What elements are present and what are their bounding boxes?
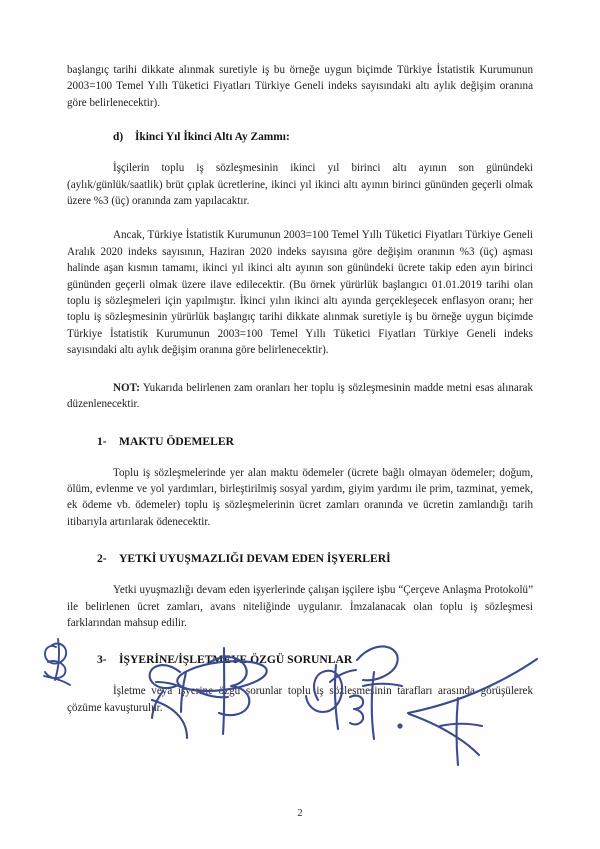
heading-item-3-label: İŞYERİNE/İŞLETMEYE ÖZGÜ SORUNLAR <box>119 653 353 667</box>
heading-item-3-marker: 3- <box>97 653 107 667</box>
paragraph-ancak: Ancak, Türkiye İstatistik Kurumunun 2003=100 Temel Yıllı Tüketici Fiyatları Türkiye Geneli Aralık 2020 indeks sayısının, Haziran 2020 indeks sayısına göre değişim oranının %3 (üç) aşması halinde aşan kısmın tamamı, ikinci yıl ikinci altı ayının son günündeki ücrete takip eden ayın birinci gününden geçerli olmak üzere ilave edilecektir. (Bu örnek yürürlük başlangıcı 01.01.2019 tarihi olan toplu iş sözleşmeleri için yapılmıştır. İkinci yılın ikinci altı ayında gerçekleşecek enflasyon oranı; her toplu iş sözleşmesinin yürürlük başlangıç tarihi dikkate alınmak suretiyle iş bu örneğe uygun biçimde Türkiye İstatistik Kurumunun 2003=100 Temel Yıllı Tüketici Fiyatları Türkiye Geneli indeks sayısındaki altı aylık değişim oranına göre belirlenecektir). <box>67 229 533 357</box>
heading-item-2 <box>67 551 533 567</box>
paragraph-note <box>67 380 533 413</box>
heading-item-2-marker: 2- <box>97 552 107 566</box>
paragraph-yetki-uyusmazligi: Yetki uyuşmazlığı devam eden işyerlerinde çalışan işçilere işbu “Çerçeve Anlaşma Protokolü” ile belirlenen ücret zamları, avans niteliğinde uygulanır. İmzalanacak olan toplu iş sözleşmesi farklarından mahsup edilir. <box>67 584 533 629</box>
note-label: NOT: <box>113 381 140 394</box>
heading-item-2-label: YETKİ UYUŞMAZLIĞI DEVAM EDEN İŞYERLERİ <box>119 552 391 566</box>
heading-subsection-d-label: İkinci Yıl İkinci Altı Ay Zammı: <box>135 131 290 144</box>
note-body: Yukarıda belirlenen zam oranları her toplu iş sözleşmesinin madde metni esas alınarak düzenlenecektir. <box>67 381 533 411</box>
paragraph-subsection-d-body: İşçilerin toplu iş sözleşmesinin ikinci yıl birinci altı ayının son günündeki (aylık/günlük/saatlik) brüt çıplak ücretlerine, ikinci yıl ikinci altı ayının birinci gününden geçerli olmak üzere %3 (üç) oranında zam yapılacaktır. <box>67 162 533 208</box>
heading-item-1-marker: 1- <box>97 434 107 448</box>
heading-subsection-d <box>67 129 533 145</box>
heading-subsection-d-marker: d) <box>113 131 124 144</box>
heading-item-3 <box>67 652 533 668</box>
paragraph-intro: başlangıç tarihi dikkate alınmak suretiyle iş bu örneğe uygun biçimde Türkiye İstatistik Kurumunun 2003=100 Temel Yıllı Tüketici Fiyatları Türkiye Geneli indeks sayısındaki altı aylık değişim oranına göre belirlenecektir). <box>67 64 533 109</box>
paragraph-isyerine-ozgu: İşletme veya işyerine özgü sorunlar toplu iş sözleşmesinin tarafları arasında görüşülerek çözüme kavuşturulur. <box>67 685 533 714</box>
heading-item-1 <box>67 434 533 450</box>
paragraph-maktu-odemeler: Toplu iş sözleşmelerinde yer alan maktu ödemeler (ücrete bağlı olmayan ödemeler; doğum, ölüm, evlenme ve yol yardımları, birleştirilmiş sosyal yardım, giyim yardımı ile prim, tazminat, yemek, ek ödeme vb. ödemeler) toplu iş sözleşmelerinin ücret zamları oranında ve ücretin zamlandığı tarih itibarıyla artırılarak ödenecektir. <box>67 466 533 528</box>
heading-item-1-label: MAKTU ÖDEMELER <box>119 434 234 448</box>
page-number: 2 <box>297 808 303 819</box>
document-body <box>67 62 533 716</box>
